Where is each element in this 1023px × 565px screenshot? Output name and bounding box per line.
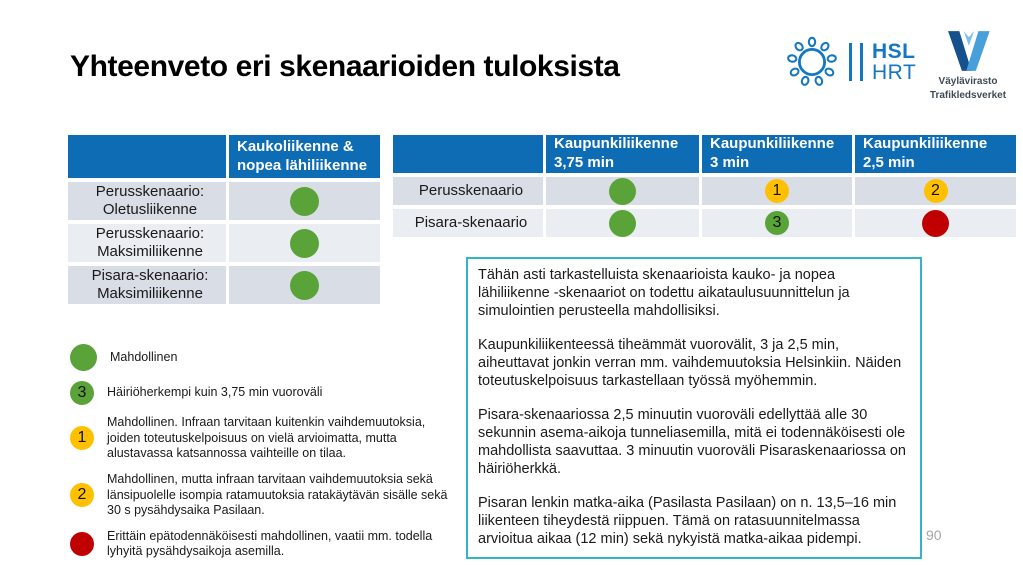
summary-paragraph: Pisara-skenaariossa 2,5 minuutin vuoroväli edellyttää alle 30 sekunnin asema-aikoja tunneliasemilla, mitä ei todennäköisesti ole mahdollista saavuttaa. 3 minuutin vuoroväli Pisaraskenaariossa on häiriöherkkä.	[478, 406, 906, 477]
status-circle-green	[609, 178, 636, 205]
status-circle-green	[290, 271, 319, 300]
row-label-line1: Perusskenaario:	[95, 183, 205, 200]
left-table-row-label	[68, 182, 226, 220]
right-table-status-cell	[702, 177, 852, 205]
legend	[70, 344, 462, 560]
legend-circle-red	[70, 532, 94, 556]
right-table-header-3min	[702, 135, 852, 173]
legend-circle-green	[70, 344, 97, 371]
header-line2: 3,75 min	[554, 154, 615, 171]
header-line2: 2,5 min	[863, 154, 915, 171]
legend-item	[70, 529, 462, 560]
row-label-line1: Pisara-skenaario:	[91, 267, 209, 284]
header-line1: Kaupunkiliikenne	[863, 135, 988, 153]
left-table-header-line2: nopea lähiliikenne	[237, 156, 368, 174]
hsl-wordmark	[872, 41, 916, 83]
left-table-status-cell	[229, 182, 380, 220]
right-table-status-cell	[546, 209, 699, 237]
vaylavirasto-name-sv: Trafikledsverket	[929, 89, 1007, 101]
hsl-wordmark-line1: HSL	[872, 40, 916, 63]
legend-circle-yellow-2: 2	[70, 483, 94, 507]
right-table-corner-cell	[393, 135, 543, 173]
status-circle-green-3: 3	[765, 211, 789, 235]
page-number: 90	[926, 527, 942, 543]
legend-item	[70, 381, 462, 405]
legend-text: Mahdollinen. Infraan tarvitaan kuitenkin vaihdemuutoksia, joiden toteutuskelpoisuus on vielä arvioimatta, mutta alustavassa katsannossa vaihteille on tilaa.	[107, 415, 426, 461]
long-distance-table	[68, 135, 380, 304]
summary-paragraph: Kaupunkiliikenteessä tiheämmät vuorovälit, 3 ja 2,5 min, aiheuttavat jonkin verran mm. vaihdemuutoksia Helsinkiin. Näiden toteutuskelpoisuus tarkastellaan työssä myöhemmin.	[478, 336, 902, 389]
right-table-status-cell	[855, 177, 1016, 205]
city-traffic-table	[393, 135, 1016, 237]
row-label-line1: Perusskenaario:	[95, 225, 205, 242]
page-title: Yhteenveto eri skenaarioiden tuloksista	[70, 50, 620, 83]
hsl-wordmark-line2: HRT	[872, 61, 917, 84]
left-table-status-cell	[229, 224, 380, 262]
right-table-status-cell	[546, 177, 699, 205]
hsl-logo	[784, 34, 916, 90]
right-table-status-cell	[702, 209, 852, 237]
left-table-corner-cell	[68, 135, 226, 178]
legend-text: Mahdollinen, mutta infraan tarvitaan vaihdemuutoksia sekä länsipuolelle isompia ratamuutoksia ratakäytävän sisälle sekä 30 s pysähdysaika Pasilaan.	[107, 471, 448, 518]
summary-paragraph: Tähän asti tarkastelluista skenaarioista kauko- ja nopea lähiliikenne -skenaariot on todettu aikataulusuunnittelun ja simulointien perusteella mahdollisiksi.	[478, 267, 850, 319]
left-table-header-line1: Kaukoliikenne &	[237, 137, 354, 155]
status-circle-green	[609, 210, 636, 237]
hsl-divider-bars-icon	[849, 43, 863, 81]
header-line1: Kaupunkiliikenne	[710, 135, 835, 153]
left-table-row-label	[68, 266, 226, 304]
status-circle-green	[290, 187, 319, 216]
right-table-status-cell	[855, 209, 1016, 237]
legend-text: Erittäin epätodennäköisesti mahdollinen, vaatii mm. todella lyhyitä pysähdysaikoja asemilla.	[107, 528, 433, 559]
right-table-row-label	[393, 209, 543, 237]
status-circle-yellow-2: 2	[924, 179, 948, 203]
status-circle-red	[922, 210, 949, 237]
legend-text: Häiriöherkempi kuin 3,75 min vuoroväli	[107, 385, 323, 400]
row-label-line2: Maksimiliikenne	[97, 285, 203, 302]
row-label: Perusskenaario	[418, 182, 524, 199]
right-table-header-375min	[546, 135, 699, 173]
status-circle-yellow-1: 1	[765, 179, 789, 203]
legend-text: Mahdollinen	[110, 349, 178, 364]
left-table-header	[229, 135, 380, 178]
row-label: Pisara-skenaario	[414, 214, 528, 231]
vaylavirasto-v-icon	[942, 30, 994, 72]
vaylavirasto-logo	[916, 30, 1020, 102]
legend-circle-yellow-1: 1	[70, 426, 94, 450]
legend-item	[70, 344, 462, 371]
right-table-header-25min	[855, 135, 1016, 173]
summary-paragraph: Pisaran lenkin matka-aika (Pasilasta Pasilaan) on n. 13,5–16 min liikenteen tiheydestä riippuen. Tämä on ratasuunnitelmassa arvioitua aikaa (12 min) sekä nykyistä matka-aikaa pidempi.	[478, 494, 897, 547]
hsl-gear-icon	[784, 34, 840, 90]
row-label-line2: Maksimiliikenne	[97, 243, 203, 260]
header-line1: Kaupunkiliikenne	[554, 135, 679, 153]
row-label-line2: Oletusliikenne	[102, 201, 198, 218]
header-line2: 3 min	[710, 154, 750, 171]
left-table-row-label	[68, 224, 226, 262]
status-circle-green	[290, 229, 319, 258]
vaylavirasto-name-fi: Väylävirasto	[938, 76, 998, 87]
summary-text-box	[466, 257, 922, 559]
legend-circle-green-3: 3	[70, 381, 94, 405]
legend-item	[70, 415, 462, 462]
right-table-row-label	[393, 177, 543, 205]
legend-item	[70, 472, 462, 519]
left-table-status-cell	[229, 266, 380, 304]
